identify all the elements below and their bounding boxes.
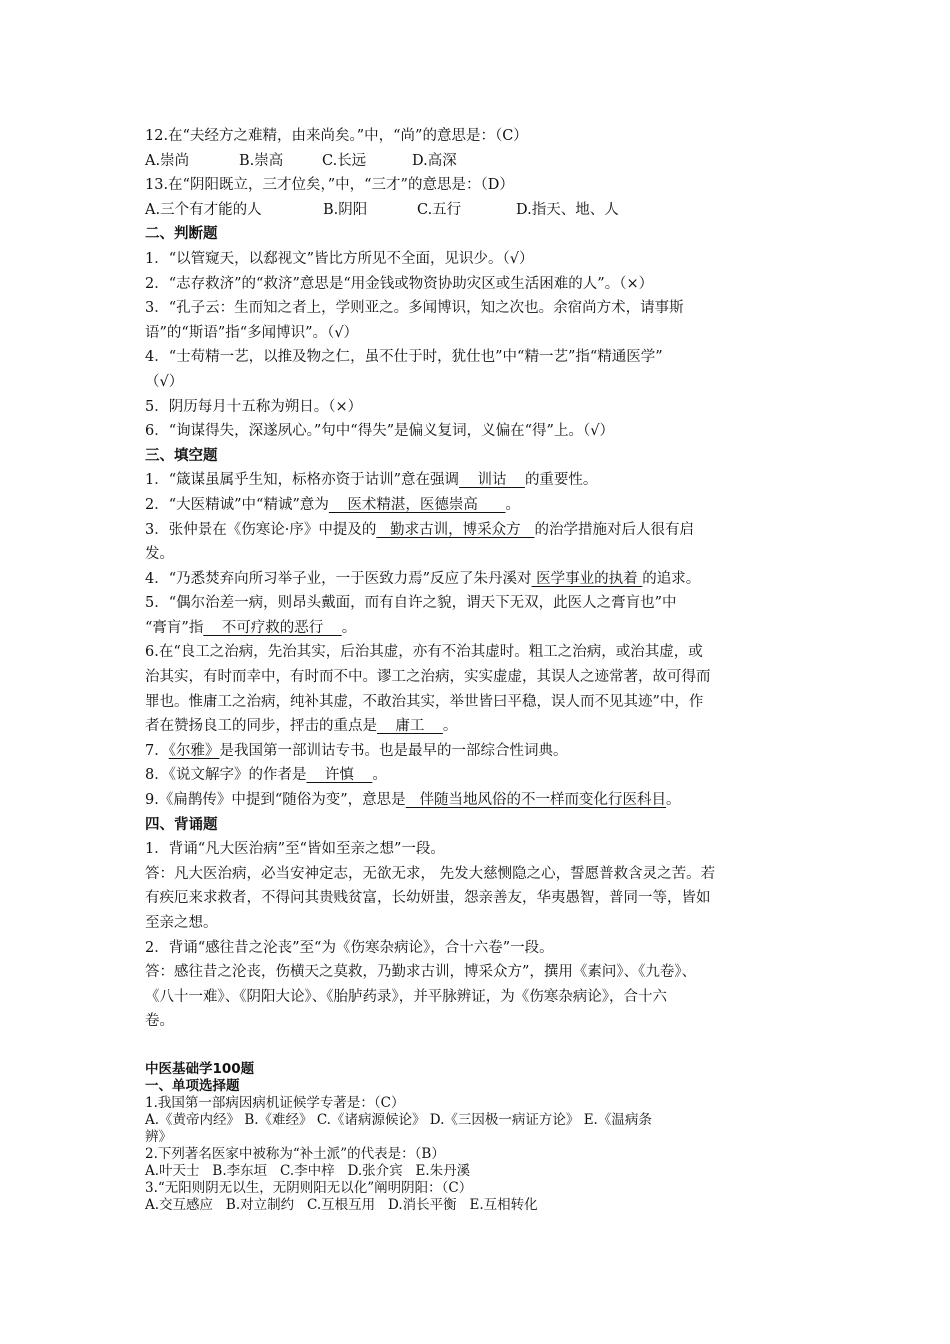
option: C.长远 <box>322 152 367 169</box>
choice-question: 1.我国第一部病因病机证候学专著是：（C） <box>145 1095 405 1111</box>
fill-item: 3．张仲景在《伤寒论·序》中提及的 勤求古训，博采众方 的治学措施对后人很有启 <box>145 521 694 538</box>
fill-answer: 医学事业的执着 <box>531 570 643 587</box>
option: D.高深 <box>412 152 457 169</box>
fill-answer: 许慎 <box>306 767 373 784</box>
option: A.崇尚 <box>145 152 190 169</box>
fill-item: 7．《尔雅》是我国第一部训诂专书。也是最早的一部综合性词典。 <box>145 742 568 759</box>
judge-item: 6．“询谋得失，深遂夙心。”句中“得失”是偏义复词，义偏在“得”上。（√） <box>145 423 614 440</box>
fill-answer: 不可疗救的恶行 <box>203 619 342 636</box>
section-heading-choice: 一、单项选择题 <box>145 1078 240 1094</box>
fill-item-cont: 罪也。惟庸工之治病，纯补其虚，不敢治其实，举世皆曰平稳，误人而不见其迹”中，作 <box>145 693 704 710</box>
judge-item: （√） <box>145 373 184 390</box>
option: D.指天、地、人 <box>516 201 619 218</box>
fill-item-cont: 者在赞扬良工的同步，抨击的重点是 庸工 。 <box>145 718 458 735</box>
upper-section <box>145 124 815 1034</box>
choice-options: A.叶天士 B.李东垣 C.李中梓 D.张介宾 E.朱丹溪 <box>145 1163 471 1179</box>
recite-line: 答：凡大医治病，必当安神定志，无欲无求， 先发大慈恻隐之心，誓愿普救含灵之苦。若 <box>145 865 716 882</box>
section-heading-judge: 二、判断题 <box>145 226 218 243</box>
choice-question: 2.下列著名医家中被称为“补土派”的代表是：（B） <box>145 1146 445 1162</box>
fill-item: 2．“大医精诚”中“精诚”意为 医术精湛，医德崇高 。 <box>145 496 520 513</box>
fill-item-cont: “膏肓”指 不可疗救的恶行 。 <box>145 619 357 636</box>
recite-line: 1．背诵“凡大医治病”至“皆如至亲之想”一段。 <box>145 841 445 858</box>
fill-item-cont: 治其实，有时而幸中，有时而不中。谬工之治病，实实虚虚，其误人之迹常著，故可得而 <box>145 669 711 686</box>
fill-item: 4．“乃悉焚弃向所习举子业，一于医致力焉”反应了朱丹溪对 医学事业的执着 的追求。 <box>145 570 701 587</box>
fill-answer: 伴随当地风俗的不一样而变化行医科目 <box>405 792 666 809</box>
option: C.五行 <box>417 201 462 218</box>
choice-question: 3.“无阳则阴无以生，无阴则阳无以化”阐明阴阳：（C） <box>145 1180 473 1196</box>
fill-answer: 勤求古训，博采众方 <box>376 521 535 538</box>
recite-line: 《八十一难》、《阴阳大论》、《胎胪药录》，并平脉辨证，为《伤寒杂病论》，合十六 <box>145 988 667 1005</box>
section-heading-recite: 四、背诵题 <box>145 816 218 833</box>
option: B.崇高 <box>239 152 284 169</box>
question-12-options <box>145 149 815 174</box>
recite-line: 答：感往昔之沦丧，伤横天之莫救，乃勤求古训，博采众方”，撰用《素问》、《九卷》、 <box>145 964 697 981</box>
fill-item: 5．“偶尔治差一病，则昂头戴面，而有自许之貌，谓天下无双，此医人之膏肓也”中 <box>145 595 677 612</box>
fill-answer: 训诂 <box>459 472 525 489</box>
fill-answer: 医术精湛，医德崇高 <box>328 496 506 513</box>
choice-options: A.交互感应 B.对立制约 C.互根互用 D.消长平衡 E.互相转化 <box>145 1197 538 1213</box>
judge-item: 5．阴历每月十五称为朔日。（×） <box>145 398 363 415</box>
question-12: 12.在“夫经方之难精，由来尚矣。”中，“尚”的意思是：（C） <box>145 128 528 144</box>
lower-section <box>145 1061 815 1214</box>
recite-line: 至亲之想。 <box>145 915 218 931</box>
section-title: 中医基础学100题 <box>145 1061 255 1077</box>
recite-line: 2．背诵“感往昔之沦丧”至“为《伤寒杂病论》，合十六卷”一段。 <box>145 939 554 956</box>
judge-item: 语”的“斯语”指“多闻博识”。（√） <box>145 324 359 341</box>
recite-line: 卷。 <box>145 1013 174 1030</box>
judge-item: 2．“志存救济”的“救济”意思是“用金钱或物资协助灾区或生活困难的人”。（×） <box>145 275 654 292</box>
recite-line: 有疾厄来求救者，不得问其贵贱贫富，长幼妍蚩，怨亲善友，华夷愚智，普同一等，皆如 <box>145 890 711 907</box>
section-heading-fill: 三、填空题 <box>145 447 218 464</box>
question-13-options <box>145 198 815 223</box>
choice-options-cont: 辨》 <box>145 1129 172 1145</box>
fill-item-cont: 发。 <box>145 546 174 563</box>
option: B.阴阳 <box>323 201 368 218</box>
fill-answer: 《尔雅》 <box>168 742 220 759</box>
judge-item: 3．“孔子云：生而知之者上，学则亚之。多闻博识，知之次也。余宿尚方术，请事斯 <box>145 300 684 317</box>
option: A.三个有才能的人 <box>145 201 262 218</box>
fill-item: 6.在“良工之治病，先治其实，后治其虚，亦有不治其虚时。粗工之治病，或治其虚，或 <box>145 644 703 661</box>
fill-item: 8．《说文解字》的作者是 许慎 。 <box>145 767 387 784</box>
judge-item: 1．“以管窥天，以郄视文”皆比方所见不全面，见识少。（√） <box>145 250 534 267</box>
fill-answer: 庸工 <box>377 718 443 735</box>
question-13: 13.在“阴阳既立，三才位矣，”中，“三才”的意思是：（D） <box>145 177 514 194</box>
fill-item: 1．“箴谋虽属乎生知，标格亦资于诂训”意在强调 训诂 的重要性。 <box>145 472 598 489</box>
choice-options: A.《黄帝内经》 B.《难经》 C.《诸病源候论》 D.《三因极一病证方论》 E.《温病条 <box>145 1112 652 1128</box>
fill-item: 9.《扁鹊传》中提到“随俗为变”，意思是 伴随当地风俗的不一样而变化行医科目。 <box>145 792 681 809</box>
judge-item: 4．“士苟精一艺，以推及物之仁，虽不仕于时，犹仕也”中“精一艺”指“精通医学” <box>145 349 663 366</box>
